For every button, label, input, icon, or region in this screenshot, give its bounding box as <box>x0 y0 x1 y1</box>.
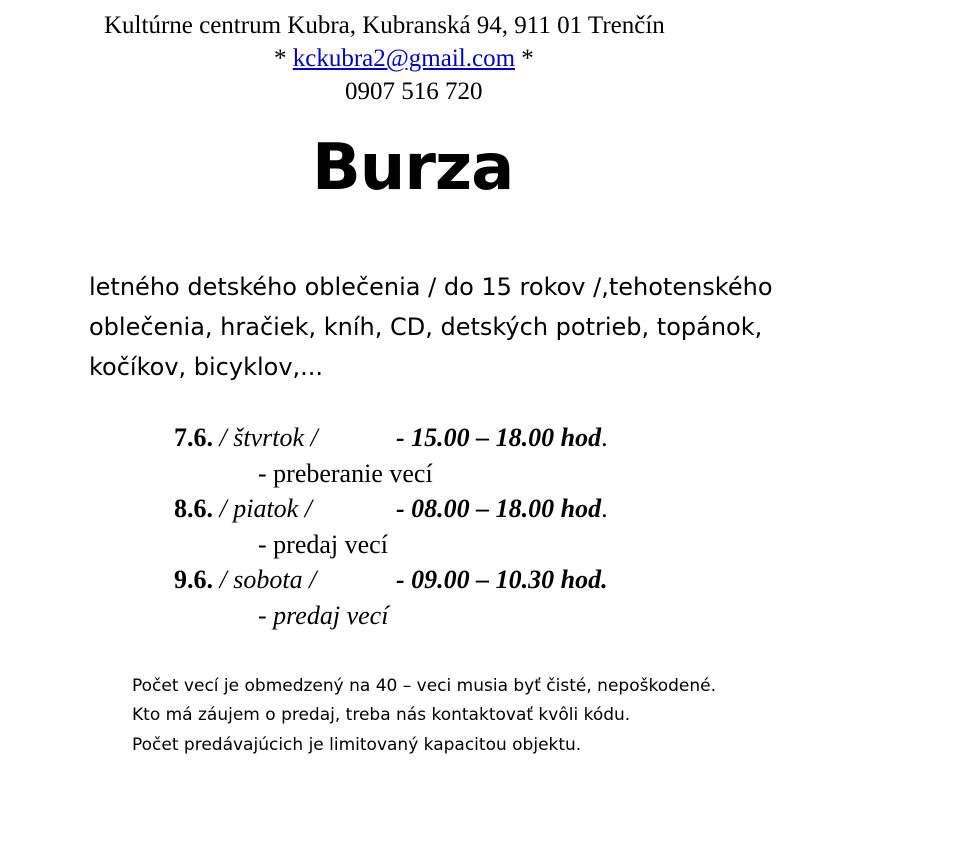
schedule-activity-2: - predaj vecí <box>258 530 388 559</box>
schedule-time-1 <box>396 422 608 454</box>
email-suffix: * <box>515 45 534 72</box>
description-line-1: letného detského oblečenia / do 15 rokov /,tehotenského <box>89 273 773 301</box>
page-title: Burza <box>312 131 514 205</box>
schedule-day: / štvrtok / <box>213 423 318 452</box>
description-line-3: kočíkov, bicyklov,... <box>89 353 324 381</box>
schedule-time-end: . <box>601 423 608 452</box>
schedule-day: / sobota / <box>213 565 317 594</box>
schedule-time: - 15.00 – 18.00 hod <box>396 423 602 452</box>
email-link[interactable]: kckubra2@gmail.com <box>292 45 516 72</box>
venue-address: Kultúrne centrum Kubra, Kubranská 94, 911 01 Trenčín <box>104 12 665 39</box>
description-line-2: oblečenia, hračiek, kníh, CD, detských potrieb, topánok, <box>89 313 763 341</box>
schedule-time: - 08.00 – 18.00 hod <box>396 494 602 523</box>
schedule-date-3 <box>174 564 316 596</box>
schedule-date-1 <box>174 422 318 454</box>
schedule-activity-1: - preberanie vecí <box>258 459 433 488</box>
schedule-time-2 <box>396 493 608 525</box>
schedule-time-end: . <box>601 494 608 523</box>
phone-number: 0907 516 720 <box>345 78 483 105</box>
schedule-date-2 <box>174 493 312 525</box>
note-line-2: Kto má záujem o predaj, treba nás kontaktovať kvôli kódu. <box>132 705 631 725</box>
email-prefix: * <box>274 45 293 72</box>
schedule-time: - 09.00 – 10.30 hod. <box>396 565 608 594</box>
note-line-3: Počet predávajúcich je limitovaný kapacitou objektu. <box>132 735 582 755</box>
schedule-activity-3: - predaj vecí <box>258 601 389 630</box>
schedule-day: / piatok / <box>213 494 312 523</box>
note-line-1: Počet vecí je obmedzený na 40 – veci musia byť čisté, nepoškodené. <box>132 676 716 696</box>
schedule-time-3 <box>396 564 608 596</box>
schedule-date: 9.6. <box>174 565 213 594</box>
schedule-date: 7.6. <box>174 423 213 452</box>
schedule-date: 8.6. <box>174 494 213 523</box>
email-line <box>274 44 534 74</box>
